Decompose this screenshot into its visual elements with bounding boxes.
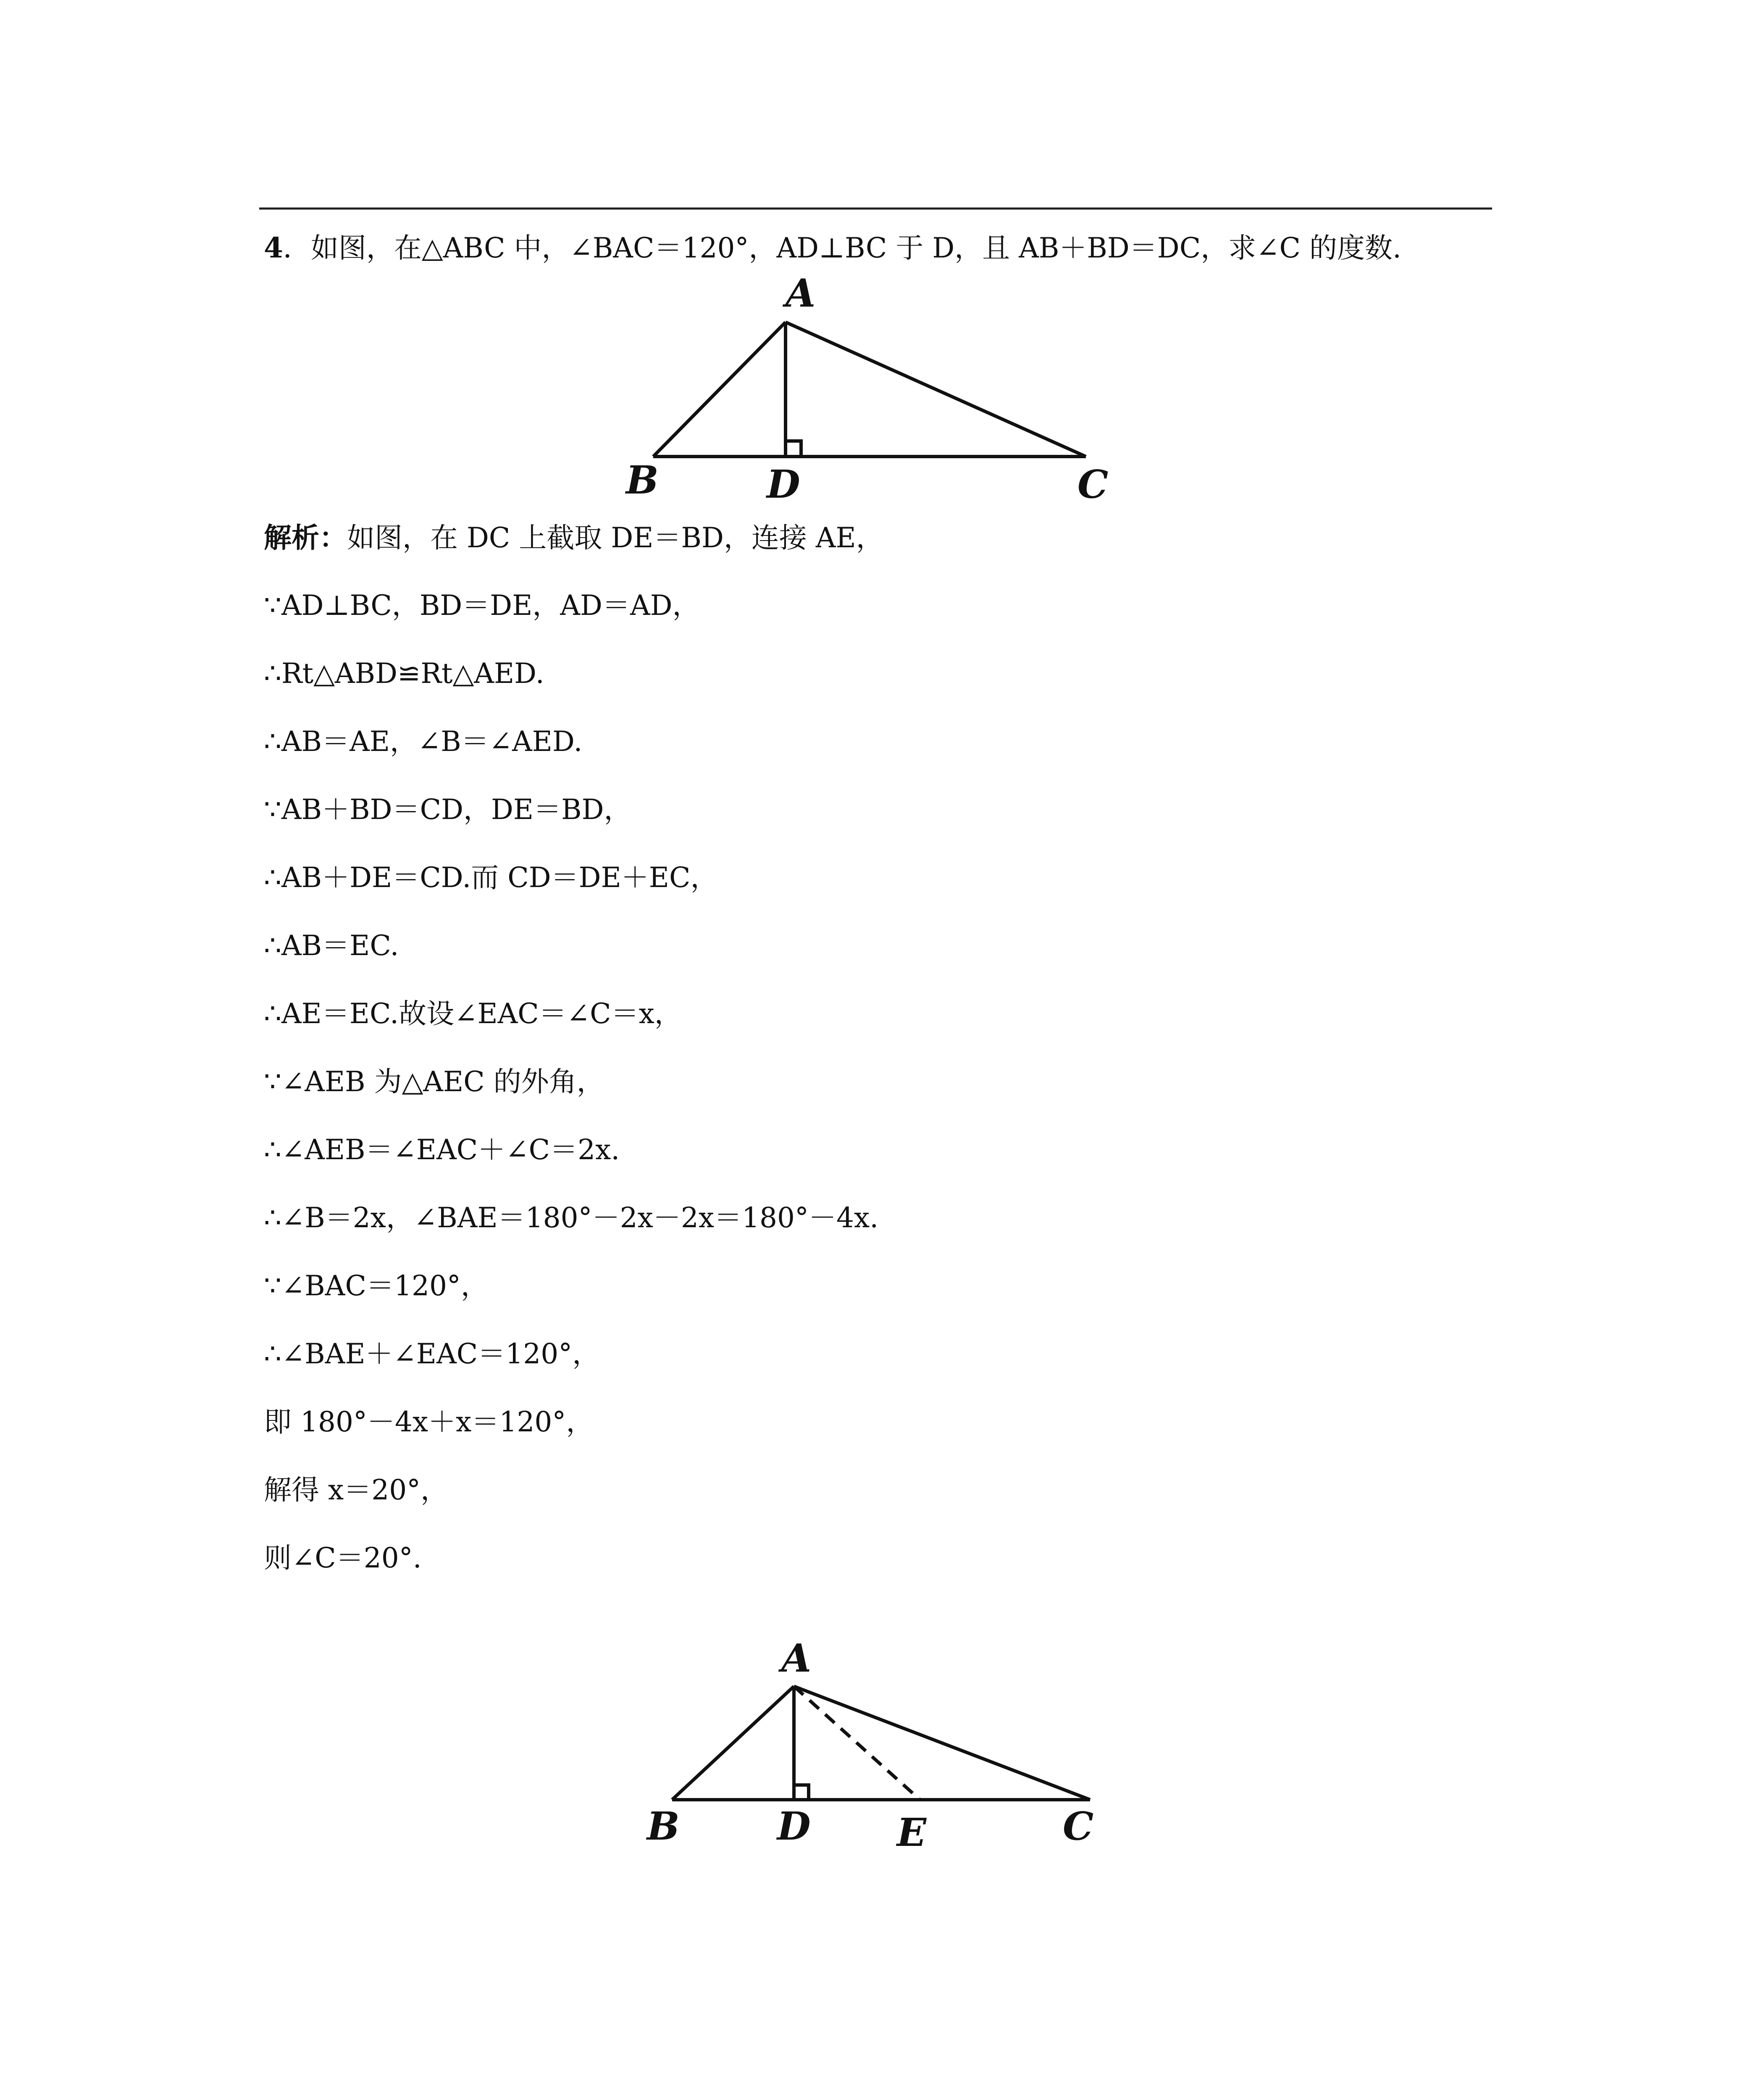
label-a: A (781, 1635, 812, 1681)
solution-block (264, 521, 1503, 1609)
right-angle-mark (794, 1785, 809, 1800)
label-d: D (777, 1803, 811, 1849)
label-d: D (767, 462, 800, 507)
solution-line-4: ∵AB＋BD＝CD，DE＝BD， (264, 793, 632, 826)
right-angle-mark (786, 441, 801, 457)
header-rule (259, 207, 1492, 210)
label-b: B (647, 1803, 680, 1849)
solution-line-15: 则∠C＝20°. (264, 1542, 422, 1574)
label-c: C (1077, 462, 1109, 507)
solution-line-9: ∴∠AEB＝∠EAC＋∠C＝2x. (264, 1134, 620, 1166)
solution-first-line: 如图，在 DC 上截取 DE＝BD，连接 AE， (347, 522, 884, 554)
problem-statement (264, 225, 1503, 271)
segment-ab (672, 1686, 794, 1800)
solution-line-10: ∴∠B＝2x，∠BAE＝180°－2x－2x＝180°－4x. (264, 1202, 879, 1234)
solution-line-2: ∴Rt△ABD≌Rt△AED. (264, 657, 544, 690)
solution-line-0 (264, 521, 1503, 554)
label-a: A (786, 270, 816, 316)
segment-ac (786, 322, 1086, 457)
solution-heading: 解析： (264, 521, 347, 554)
solution-line-11: ∵∠BAC＝120°， (264, 1270, 489, 1302)
label-b: B (626, 457, 659, 503)
segment-ab (653, 322, 786, 457)
solution-line-1: ∵AD⊥BC，BD＝DE，AD＝AD， (264, 589, 700, 622)
figure-triangle-abc (609, 269, 1134, 517)
solution-line-13: 即 180°－4x＋x＝120°， (264, 1406, 594, 1438)
label-e: E (897, 1810, 927, 1855)
problem-number: 4 (264, 231, 283, 264)
label-c: C (1063, 1803, 1094, 1849)
solution-line-3: ∴AB＝AE，∠B＝∠AED. (264, 725, 583, 758)
solution-line-12: ∴∠BAE＋∠EAC＝120°， (264, 1338, 600, 1370)
solution-line-5: ∴AB＋DE＝CD.而 CD＝DE＋EC， (264, 861, 718, 894)
solution-line-6: ∴AB＝EC. (264, 929, 399, 962)
solution-line-8: ∵∠AEB 为△AEC 的外角， (264, 1066, 604, 1098)
solution-line-7: ∴AE＝EC.故设∠EAC＝∠C＝x， (264, 998, 682, 1030)
figure-triangle-abc-with-e (630, 1630, 1113, 1873)
solution-line-14: 解得 x＝20°， (264, 1474, 449, 1506)
segment-ac (794, 1686, 1090, 1800)
problem-text: ．如图，在△ABC 中，∠BAC＝120°，AD⊥BC 于 D，且 AB＋BD＝DC，求∠C 的度数. (283, 232, 1401, 264)
segment-ae-dashed (794, 1686, 920, 1800)
